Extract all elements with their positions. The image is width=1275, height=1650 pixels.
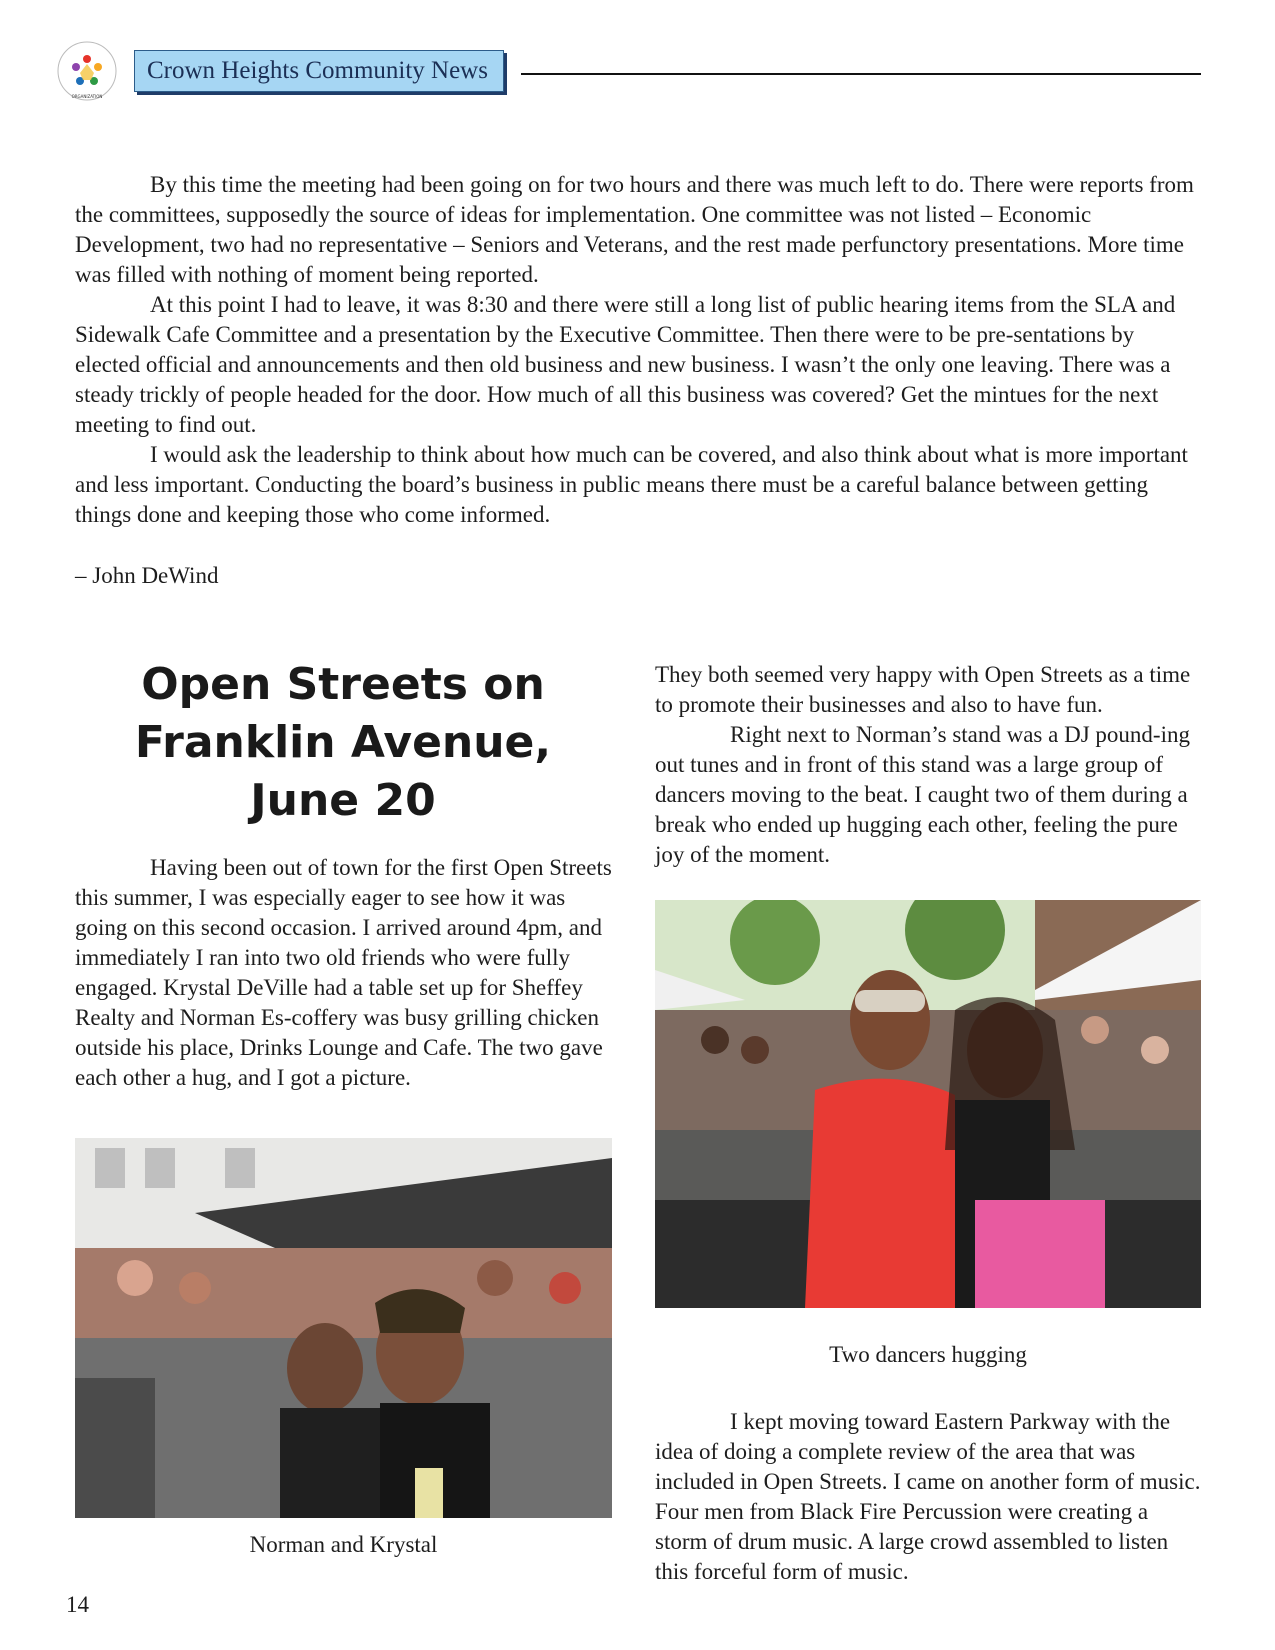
photo-two-dancers-hugging <box>655 900 1201 1308</box>
left-column <box>75 853 620 1093</box>
article-paragraph: They both seemed very happy with Open Streets as a time to promote their businesses and also to have fun. <box>655 662 1191 717</box>
page-number: 14 <box>66 1592 89 1617</box>
publication-title <box>134 50 504 92</box>
article-paragraph: Having been out of town for the first Open Streets this summer, I was especially eager to see how it was going on this second occasion. I arrived around 4pm, and immediately I ran into two old friends who were fully engaged. Krystal DeVille had a table set up for Sheffey Realty and Norman Es-coffery was busy grilling chicken outside his place, Drinks Lounge and Cafe. The two gave each other a hug, and I got a picture. <box>75 855 612 1090</box>
article-paragraph: By this time the meeting had been going on for two hours and there was much left to do. There were reports from the committees, supposedly the source of ideas for implementation. One committee was not listed – Economic Development, two had no representative – Seniors and Veterans, and the rest made perfunctory presentations. More time was filled with nothing of moment being reported. <box>75 172 1194 287</box>
article-paragraph: Right next to Norman’s stand was a DJ pound-ing out tunes and in front of this stand was a large group of dancers moving to the beat. I caught two of them during a break who ended up hugging each other, feeling the pure joy of the moment. <box>655 722 1190 867</box>
right-column-bottom <box>655 1407 1205 1587</box>
photo-caption: Two dancers hugging <box>829 1342 1027 1367</box>
organization-logo <box>56 40 118 102</box>
publication-title-text: Crown Heights Community News <box>147 57 488 84</box>
article-headline: Open Streets on Franklin Avenue, June 20 <box>134 659 552 826</box>
author-signature: – John DeWind <box>75 563 219 588</box>
article-paragraph: I would ask the leadership to think about how much can be covered, and also think about what is more important and less important. Conducting the board’s business in public means there must be a careful balance between getting things done and keeping those who come informed. <box>75 442 1188 527</box>
photo-norman-and-krystal <box>75 1138 612 1518</box>
right-column-top <box>655 660 1205 870</box>
header-rule <box>521 73 1201 75</box>
svg-text:ORGANIZATION: ORGANIZATION <box>71 94 103 99</box>
article-paragraph: I kept moving toward Eastern Parkway with the idea of doing a complete review of the area that was included in Open Streets. I came on another form of music. Four men from Black Fire Percussion were creating a storm of drum music. A large crowd assembled to listen this forceful form of music. <box>655 1409 1201 1584</box>
photo-caption: Norman and Krystal <box>249 1532 438 1557</box>
previous-article-continuation <box>75 170 1205 530</box>
article-paragraph: At this point I had to leave, it was 8:30 and there were still a long list of public hearing items from the SLA and Sidewalk Cafe Committee and a presentation by the Executive Committee. Then there were to be pre-sentations by elected official and announcements and then old business and new business. I wasn’t the only one leaving. There was a steady trickly of people headed for the door. How much of all this business was covered? Get the mintues for the next meeting to find out. <box>75 292 1176 437</box>
